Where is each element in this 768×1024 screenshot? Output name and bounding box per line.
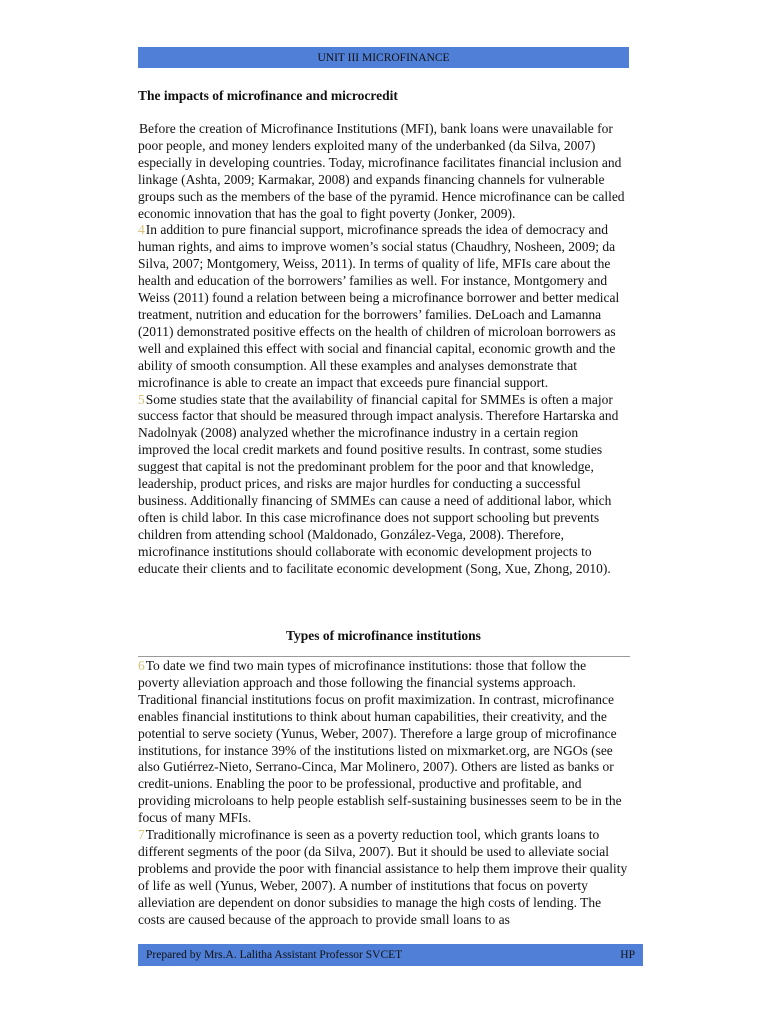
paragraph-text: Traditionally microfinance is seen as a poverty reduction tool, which grants loans to different segments of the poor (da Silva, 2007). But it should be used to alleviate social problems and provide the poor with financial assistance to help them improve their quality of life as well (Yunus, Weber, 2007). A number of institutions that focus on poverty alleviation are dependent on donor subsidies to manage the high costs of lending. The costs are caused because of the approach to provide small loans to as [138,827,628,927]
paragraph [138,392,630,578]
section-heading-types: Types of microfinance institutions [286,628,481,643]
paragraph [138,121,630,222]
paragraph-text: Before the creation of Microfinance Institutions (MFI), bank loans were unavailable for poor people, and money lenders exploited many of the underbanked (da Silva, 2007) especially in developing countries. Today, microfinance facilitates financial inclusion and linkage (Ashta, 2009; Karmakar, 2008) and expands financing channels for vulnerable groups such as the members of the base of the pyramid. Hence microfinance can be called economic innovation that has the goal to fight poverty (Jonker, 2009). [138,121,625,221]
page-header [138,47,629,68]
paragraph-text: To date we find two main types of microfinance institutions: those that follow the poverty alleviation approach and those following the financial systems approach. Traditional financial institutions focus on profit maximization. In contrast, microfinance enables financial institutions to think about human capabilities, their creativity, and the potential to serve society (Yunus, Weber, 2007). Therefore a large group of microfinance institutions, for instance 39% of the institutions listed on mixmarket.org, are NGOs (see also Gutiérrez-Nieto, Serrano-Cinca, Mar Molinero, 2007). Others are listed as banks or credit-unions. Enabling the poor to be professional, productive and profitable, and providing microloans to help people establish self-sustaining businesses seem to be in the focus of many MFIs. [138,658,622,826]
paragraph-number: 6 [138,658,145,673]
footer-author: Prepared by Mrs.A. Lalitha Assistant Professor SVCET [146,949,403,961]
paragraph [138,658,630,827]
section-heading-impacts: The impacts of microfinance and microcredit [138,88,398,103]
section-body-types [138,656,630,929]
paragraph [138,222,630,391]
paragraph-number: 7 [138,827,145,843]
page-footer [138,944,643,966]
paragraph [138,827,630,928]
section-body-impacts [138,121,630,577]
paragraph-number: 5 [138,391,145,407]
paragraph-number: 4 [138,222,145,238]
unit-title: UNIT III MICROFINANCE [317,51,450,64]
paragraph-text: In addition to pure financial support, microfinance spreads the idea of democracy and human rights, and aims to improve women’s social status (Chaudhry, Nosheen, 2009; da Silva, 2007; Montgomery, Weiss, 2011). In terms of quality of life, MFIs care about the health and education of the borrowers’ families as well. For instance, Montgomery and Weiss (2011) found a relation between being a microfinance borrower and better medical treatment, nutrition and education for the borrowers’ families. DeLoach and Lamanna (2011) demonstrated positive effects on the health of children of microloan borrowers as well and explained this effect with social and financial capital, economic growth and the ability of smooth consumption. All these examples and analyses demonstrate that microfinance is able to create an impact that exceeds pure financial support. [138,222,620,390]
footer-page-mark: HP [620,949,635,961]
paragraph-text: Some studies state that the availability of financial capital for SMMEs is often a major success factor that should be measured through impact analysis. Therefore Hartarska and Nadolnyak (2008) analyzed whether the microfinance industry in a certain region improved the local credit markets and found positive results. In contrast, some studies suggest that capital is not the predominant problem for the poor and that knowledge, leadership, product prices, and risks are major hurdles for conducting a successful business. Additionally financing of SMMEs can cause a need of additional labor, which often is child labor. In this case microfinance does not support schooling but prevents children from attending school (Maldonado, González-Vega, 2008). Therefore, microfinance institutions should collaborate with economic development projects to educate their clients and to facilitate economic development (Song, Xue, Zhong, 2010). [138,391,619,576]
